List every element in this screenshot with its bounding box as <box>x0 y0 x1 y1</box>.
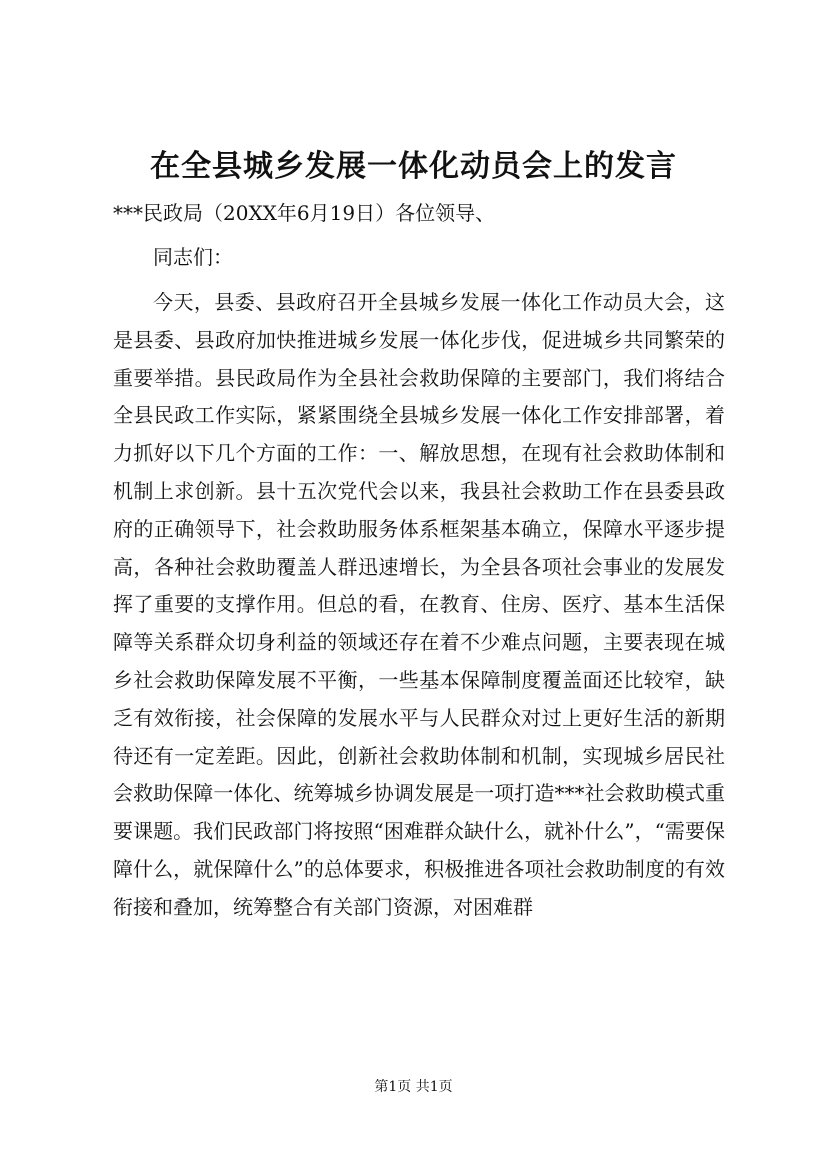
body-paragraph: 今天，县委、县政府召开全县城乡发展一体化工作动员大会，这是县委、县政府加快推进城乡发展一体化步伐，促进城乡共同繁荣的重要举措。县民政局作为全县社会救助保障的主要部门，我们将结合全县民政工作实际，紧紧围绕全县城乡发展一体化工作安排部署，着力抓好以下几个方面的工作：一、解放思想，在现有社会救助体制和机制上求创新。县十五次党代会以来，我县社会救助工作在县委县政府的正确领导下，社会救助服务体系框架基本确立，保障水平逐步提高，各种社会救助覆盖人群迅速增长，为全县各项社会事业的发展发挥了重要的支撑作用。但总的看，在教育、住房、医疗、基本生活保障等关系群众切身利益的领域还存在着不少难点问题，主要表现在城乡社会救助保障发展不平衡，一些基本保障制度覆盖面还比较窄，缺乏有效衔接，社会保障的发展水平与人民群众对过上更好生活的新期待还有一定差距。因此，创新社会救助体制和机制，实现城乡居民社会救助保障一体化、统筹城乡协调发展是一项打造***社会救助模式重要课题。我们民政部门将按照“困难群众缺什么，就补什么”，“需要保障什么，就保障什么”的总体要求，积极推进各项社会救助制度的有效衔接和叠加，统筹整合有关部门资源，对困难群 <box>113 290 725 919</box>
document-title: 在全县城乡发展一体化动员会上的发言 <box>150 149 677 184</box>
salutation: 同志们： <box>153 245 233 269</box>
page-footer: 第1页 共1页 <box>374 1079 453 1095</box>
document-byline: ***民政局（20XX年6月19日）各位领导、 <box>113 201 496 225</box>
